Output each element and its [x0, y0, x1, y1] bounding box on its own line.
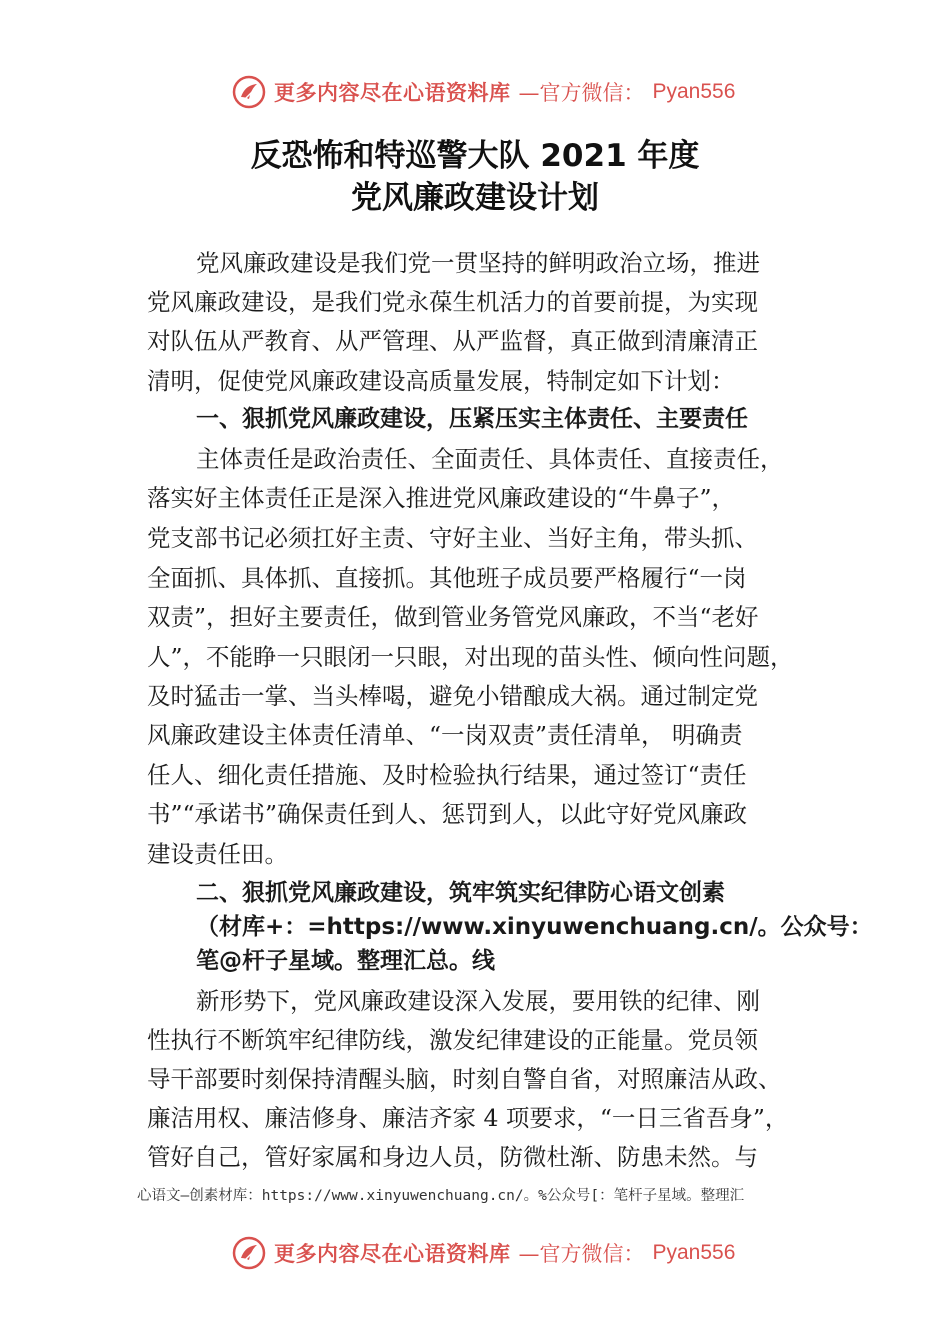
paragraph-line: 新形势下，党风廉政建设深入发展，要用铁的纪律、刚	[196, 987, 760, 1015]
paragraph-line: 书”“承诺书”确保责任到人、惩罚到人，以此守好党风廉政	[147, 800, 748, 828]
wechat-id: Pyan556	[652, 80, 736, 103]
book-logo-icon	[232, 75, 266, 109]
paragraph-line: 廉洁用权、廉洁修身、廉洁齐家 4 项要求，“一日三省吾身”，	[147, 1104, 789, 1132]
page-title-line-2: 党风廉政建设计划	[351, 180, 599, 216]
banner-separator: —官方微信：	[518, 1242, 645, 1266]
page-title-line-1: 反恐怖和特巡警大队 2021 年度	[250, 138, 700, 174]
banner-text: 更多内容尽在心语资料库	[274, 1242, 511, 1266]
paragraph-line: 风廉政建设主体责任清单、“一岗双责”责任清单， 明确责	[147, 721, 743, 749]
paragraph-line: 管好自己，管好家属和身边人员，防微杜渐、防患未然。与	[147, 1143, 758, 1171]
banner-separator: —官方微信：	[518, 81, 645, 105]
section-heading-2-cont: （材库+：=https://www.xinyuwenchuang.cn/。公众号：	[196, 914, 873, 940]
wechat-id: Pyan556	[652, 1241, 736, 1264]
section-heading-2-cont: 笔@杆子星域。整理汇总。线	[196, 948, 495, 974]
paragraph-line: 导干部要时刻保持清醒头脑，时刻自警自省，对照廉洁从政、	[147, 1065, 782, 1093]
banner-text: 更多内容尽在心语资料库	[274, 81, 511, 105]
paragraph-line: 党支部书记必须扛好主责、守好主业、当好主角，带头抓、	[147, 524, 758, 552]
paragraph-line: 清明，促使党风廉政建设高质量发展，特制定如下计划：	[147, 367, 735, 395]
footer-source-line: 心语文—创素材库：https://www.xinyuwenchuang.cn/。%公众号[：笔杆子星域。整理汇	[137, 1188, 745, 1204]
paragraph-line: 主体责任是政治责任、全面责任、具体责任、直接责任，	[196, 445, 784, 473]
section-heading-2: 二、狠抓党风廉政建设，筑牢筑实纪律防心语文创素	[196, 880, 725, 906]
footer-banner	[232, 1233, 735, 1273]
paragraph-line: 性执行不断筑牢纪律防线，激发纪律建设的正能量。党员领	[147, 1026, 758, 1054]
paragraph-line: 及时猛击一掌、当头棒喝，避免小错酿成大祸。通过制定党	[147, 682, 758, 710]
book-logo-icon	[232, 1236, 266, 1270]
paragraph-line: 人”，不能睁一只眼闭一只眼，对出现的苗头性、倾向性问题，	[147, 643, 794, 671]
paragraph-line: 建设责任田。	[147, 840, 288, 868]
paragraph-line: 落实好主体责任正是深入推进党风廉政建设的“牛鼻子”，	[147, 484, 736, 512]
section-heading-1: 一、狠抓党风廉政建设，压紧压实主体责任、主要责任	[196, 406, 748, 432]
paragraph-line: 全面抓、具体抓、直接抓。其他班子成员要严格履行“一岗	[147, 564, 747, 592]
paragraph-line: 双责”，担好主要责任，做到管业务管党风廉政，不当“老好	[147, 603, 759, 631]
paragraph-line: 党风廉政建设是我们党一贯坚持的鲜明政治立场，推进	[196, 249, 760, 277]
paragraph-line: 党风廉政建设，是我们党永葆生机活力的首要前提，为实现	[147, 288, 758, 316]
header-banner	[232, 72, 735, 112]
paragraph-line: 任人、细化责任措施、及时检验执行结果，通过签订“责任	[147, 761, 747, 789]
paragraph-line: 对队伍从严教育、从严管理、从严监督，真正做到清廉清正	[147, 327, 758, 355]
